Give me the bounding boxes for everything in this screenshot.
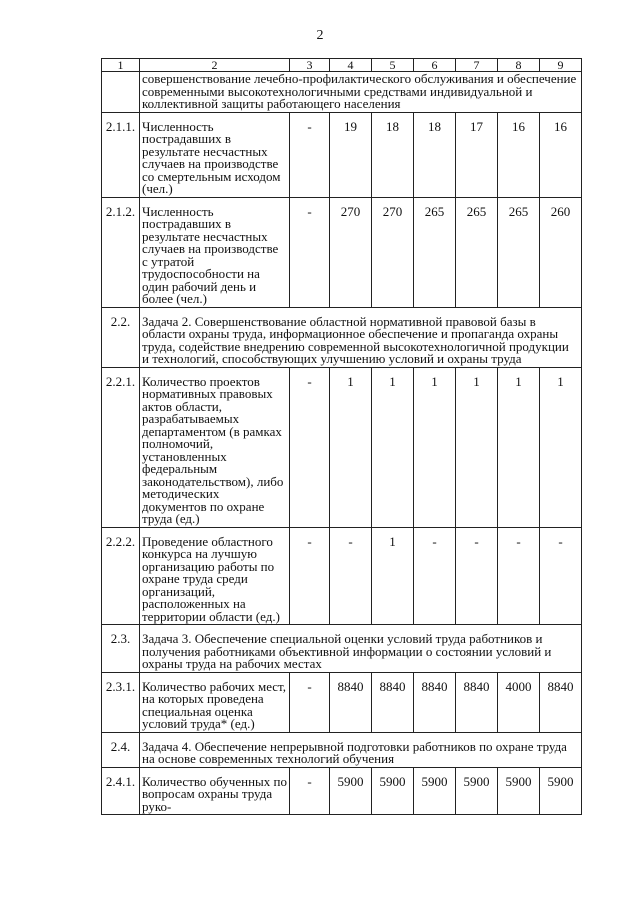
value-cell: 8840 bbox=[456, 672, 498, 732]
indicator-text: Количество рабочих мест, на которых проведена специальная оценка условий труда* (ед.) bbox=[140, 672, 290, 732]
row-number: 2.1.2. bbox=[102, 197, 140, 307]
value-cell: 1 bbox=[330, 367, 372, 527]
table-row bbox=[102, 767, 582, 815]
column-header: 6 bbox=[414, 59, 456, 72]
task-text: Задача 2. Совершенствование областной нормативной правовой базы в области охраны труда, информационное обеспечение и пропаганда охраны труда, содействие внедрению современной высокотехнологичной продукции и технологий, способствующих улучшению условий и охраны труда bbox=[140, 307, 582, 367]
value-cell: 5900 bbox=[330, 767, 372, 815]
value-cell: - bbox=[290, 197, 330, 307]
column-header: 5 bbox=[372, 59, 414, 72]
row-number: 2.1.1. bbox=[102, 112, 140, 197]
value-cell: 270 bbox=[330, 197, 372, 307]
value-cell: 1 bbox=[498, 367, 540, 527]
value-cell: - bbox=[540, 527, 582, 625]
table-row bbox=[102, 197, 582, 307]
value-cell: 1 bbox=[372, 527, 414, 625]
value-cell: 265 bbox=[456, 197, 498, 307]
value-cell: 265 bbox=[498, 197, 540, 307]
value-cell: 5900 bbox=[372, 767, 414, 815]
intro-row bbox=[102, 72, 582, 113]
empty-cell bbox=[102, 72, 140, 113]
value-cell: 19 bbox=[330, 112, 372, 197]
indicator-text: Количество обученных по вопросам охраны труда руко- bbox=[140, 767, 290, 815]
row-number: 2.2.2. bbox=[102, 527, 140, 625]
task-row bbox=[102, 307, 582, 367]
row-number: 2.4.1. bbox=[102, 767, 140, 815]
task-text: Задача 3. Обеспечение специальной оценки условий труда работников и получения работниками объективной информации о состоянии условий и охраны труда на рабочих местах bbox=[140, 625, 582, 673]
intro-text: совершенствование лечебно-профилактического обслуживания и обеспечение современными высокотехнологичными средствами индивидуальной и коллективной защиты работающего населения bbox=[140, 72, 582, 113]
column-header: 8 bbox=[498, 59, 540, 72]
value-cell: 8840 bbox=[414, 672, 456, 732]
value-cell: - bbox=[290, 767, 330, 815]
indicator-text: Количество проектов нормативных правовых актов области, разрабатываемых департаментом (в рамках полномочий, установленных федеральным законодательством), либо методических документов по охране труда (ед.) bbox=[140, 367, 290, 527]
column-header: 3 bbox=[290, 59, 330, 72]
value-cell: 8840 bbox=[540, 672, 582, 732]
value-cell: 5900 bbox=[498, 767, 540, 815]
task-text: Задача 4. Обеспечение непрерывной подготовки работников по охране труда на основе современных технологий обучения bbox=[140, 732, 582, 767]
value-cell: - bbox=[330, 527, 372, 625]
value-cell: 5900 bbox=[540, 767, 582, 815]
column-header: 7 bbox=[456, 59, 498, 72]
table-row bbox=[102, 672, 582, 732]
value-cell: 17 bbox=[456, 112, 498, 197]
task-row bbox=[102, 732, 582, 767]
value-cell: 270 bbox=[372, 197, 414, 307]
indicators-table bbox=[101, 58, 582, 815]
value-cell: 265 bbox=[414, 197, 456, 307]
value-cell: 1 bbox=[456, 367, 498, 527]
column-header: 2 bbox=[140, 59, 290, 72]
value-cell: 18 bbox=[372, 112, 414, 197]
page-number: 2 bbox=[316, 28, 324, 43]
row-number: 2.4. bbox=[102, 732, 140, 767]
value-cell: 1 bbox=[540, 367, 582, 527]
value-cell: 5900 bbox=[414, 767, 456, 815]
value-cell: - bbox=[290, 367, 330, 527]
value-cell: - bbox=[456, 527, 498, 625]
column-header: 1 bbox=[102, 59, 140, 72]
row-number: 2.3.1. bbox=[102, 672, 140, 732]
column-number-row bbox=[102, 59, 582, 72]
task-row bbox=[102, 625, 582, 673]
value-cell: - bbox=[290, 527, 330, 625]
value-cell: - bbox=[414, 527, 456, 625]
value-cell: - bbox=[290, 672, 330, 732]
value-cell: 4000 bbox=[498, 672, 540, 732]
column-header: 4 bbox=[330, 59, 372, 72]
row-number: 2.2. bbox=[102, 307, 140, 367]
value-cell: 8840 bbox=[330, 672, 372, 732]
value-cell: 5900 bbox=[456, 767, 498, 815]
value-cell: 18 bbox=[414, 112, 456, 197]
value-cell: 260 bbox=[540, 197, 582, 307]
column-header: 9 bbox=[540, 59, 582, 72]
value-cell: 16 bbox=[540, 112, 582, 197]
table-row bbox=[102, 112, 582, 197]
value-cell: 16 bbox=[498, 112, 540, 197]
value-cell: 8840 bbox=[372, 672, 414, 732]
value-cell: - bbox=[498, 527, 540, 625]
value-cell: 1 bbox=[372, 367, 414, 527]
value-cell: 1 bbox=[414, 367, 456, 527]
indicator-text: Проведение областного конкурса на лучшую организацию работы по охране труда среди организаций, расположенных на территории области (ед.) bbox=[140, 527, 290, 625]
indicator-text: Численность пострадавших в результате несчастных случаев на производстве со смертельным исходом (чел.) bbox=[140, 112, 290, 197]
row-number: 2.2.1. bbox=[102, 367, 140, 527]
value-cell: - bbox=[290, 112, 330, 197]
indicator-text: Численность пострадавших в результате несчастных случаев на производстве с утратой трудоспособности на один рабочий день и более (чел.) bbox=[140, 197, 290, 307]
row-number: 2.3. bbox=[102, 625, 140, 673]
table-row bbox=[102, 367, 582, 527]
table-row bbox=[102, 527, 582, 625]
